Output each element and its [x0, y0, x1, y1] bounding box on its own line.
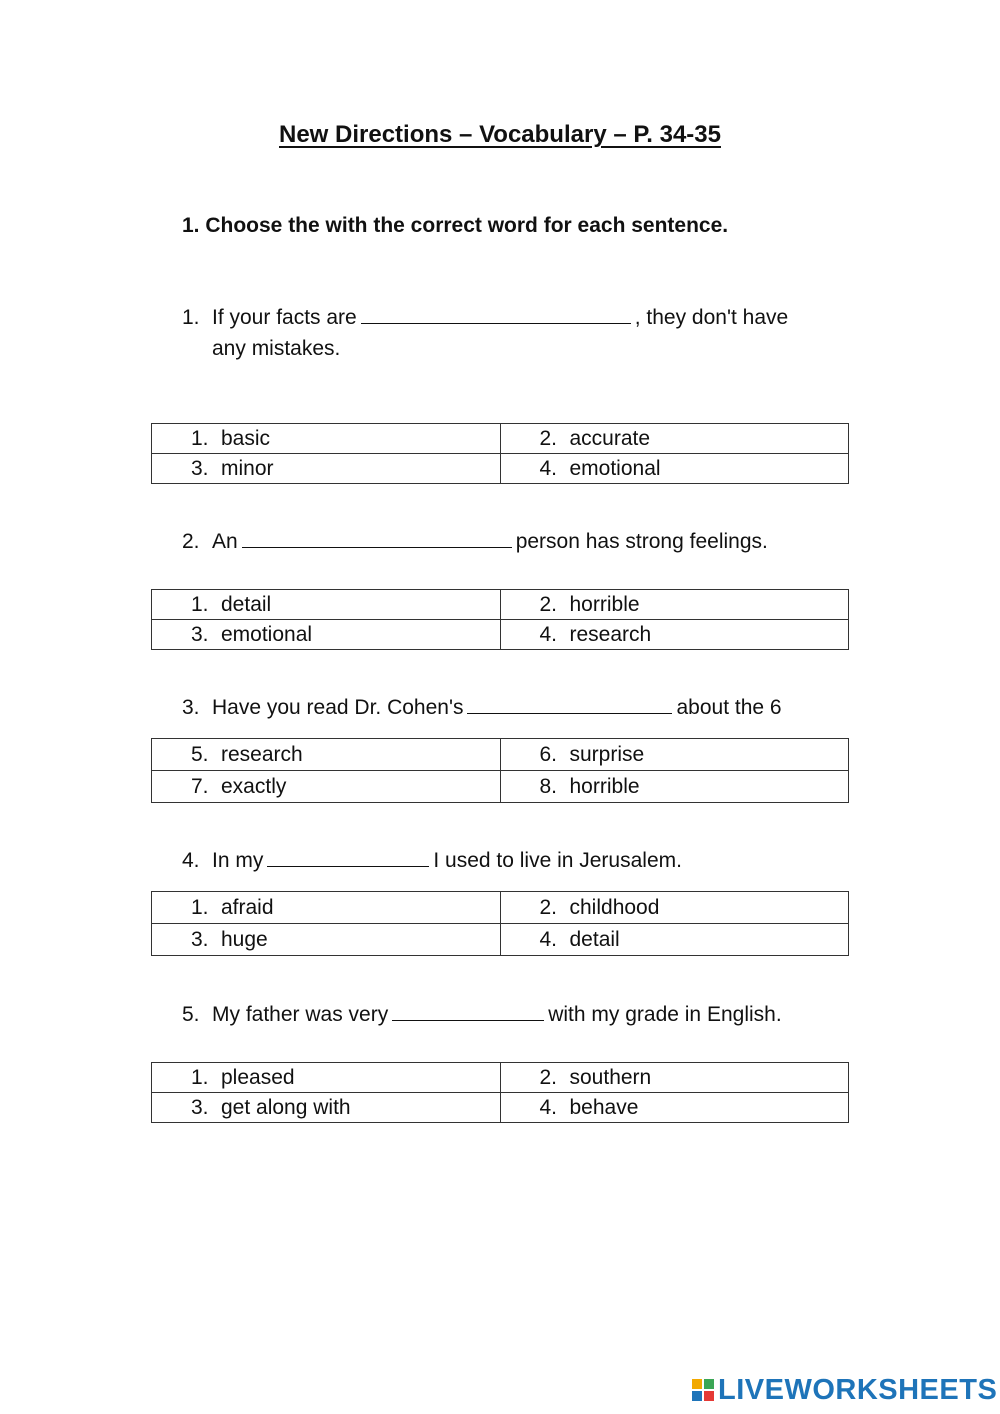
question-text-before: In my	[212, 849, 264, 872]
question-text-after: about the 6	[676, 696, 782, 719]
options-table-3	[151, 738, 849, 803]
question-5: 5. My father was very with my grade in English.	[182, 1003, 782, 1026]
option[interactable]: 2. accurate	[500, 424, 849, 454]
options-table-1	[151, 423, 849, 484]
options-table-2	[151, 589, 849, 650]
option[interactable]: 3. minor	[152, 454, 501, 484]
question-4: 4. In my I used to live in Jerusalem.	[182, 849, 682, 872]
question-1: 1. If your facts are , they don't have any mistakes.	[182, 302, 788, 364]
option[interactable]: 2. horrible	[500, 590, 849, 620]
option[interactable]: 3. emotional	[152, 620, 501, 650]
question-text-before: My father was very	[212, 1003, 389, 1026]
option[interactable]: 1. basic	[152, 424, 501, 454]
option[interactable]: 5. research	[152, 739, 501, 771]
option[interactable]: 1. detail	[152, 590, 501, 620]
question-text-after: with my grade in English.	[548, 1003, 782, 1026]
answer-blank[interactable]	[467, 694, 672, 714]
answer-blank[interactable]	[392, 1001, 544, 1021]
option[interactable]: 7. exactly	[152, 771, 501, 803]
question-text-before: If your facts are	[212, 306, 357, 329]
question-3: 3. Have you read Dr. Cohen's about the 6	[182, 696, 782, 719]
option[interactable]: 4. behave	[500, 1093, 849, 1123]
question-text-before: Have you read Dr. Cohen's	[212, 696, 464, 719]
option[interactable]: 6. surprise	[500, 739, 849, 771]
liveworksheets-logo	[692, 1373, 997, 1407]
option[interactable]: 1. afraid	[152, 892, 501, 924]
option[interactable]: 4. emotional	[500, 454, 849, 484]
options-table-4	[151, 891, 849, 956]
option[interactable]: 2. childhood	[500, 892, 849, 924]
option[interactable]: 2. southern	[500, 1063, 849, 1093]
instruction-heading: 1. Choose the with the correct word for each sentence.	[182, 214, 729, 237]
option[interactable]: 4. detail	[500, 924, 849, 956]
option[interactable]: 3. huge	[152, 924, 501, 956]
question-text-continued: any mistakes.	[212, 337, 341, 360]
options-table-5	[151, 1062, 849, 1123]
question-text-after: , they don't have	[634, 306, 789, 329]
option[interactable]: 4. research	[500, 620, 849, 650]
option[interactable]: 1. pleased	[152, 1063, 501, 1093]
option[interactable]: 3. get along with	[152, 1093, 501, 1123]
answer-blank[interactable]	[361, 304, 631, 324]
logo-text: LIVEWORKSHEETS	[718, 1373, 998, 1406]
logo-mark-icon	[692, 1379, 714, 1401]
question-text-before: An	[212, 530, 238, 553]
answer-blank[interactable]	[267, 847, 429, 867]
option[interactable]: 8. horrible	[500, 771, 849, 803]
question-text-after: person has strong feelings.	[515, 530, 768, 553]
answer-blank[interactable]	[242, 528, 512, 548]
question-2: 2. An person has strong feelings.	[182, 530, 768, 553]
question-text-after: I used to live in Jerusalem.	[433, 849, 682, 872]
worksheet-title: New Directions – Vocabulary – P. 34-35	[279, 121, 721, 148]
